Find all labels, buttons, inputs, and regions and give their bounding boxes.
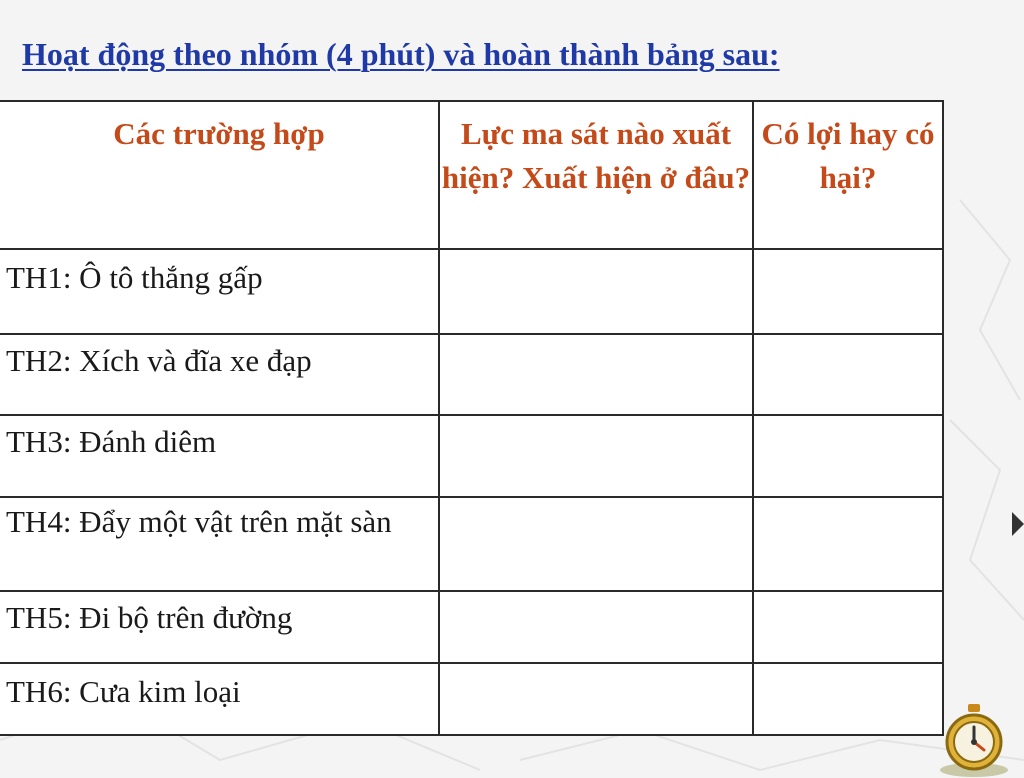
table-row xyxy=(0,249,943,334)
case-cell: TH3: Đánh diêm xyxy=(0,415,439,497)
effect-answer-cell[interactable] xyxy=(753,497,943,591)
table-row xyxy=(0,591,943,663)
case-cell: TH1: Ô tô thắng gấp xyxy=(0,249,439,334)
effect-answer-cell[interactable] xyxy=(753,415,943,497)
friction-answer-cell[interactable] xyxy=(439,415,753,497)
table-row xyxy=(0,497,943,591)
table-row xyxy=(0,334,943,415)
table-row xyxy=(0,663,943,735)
page-title: Hoạt động theo nhóm (4 phút) và hoàn thành bảng sau: xyxy=(22,36,780,72)
friction-answer-cell[interactable] xyxy=(439,591,753,663)
header-cases: Các trường hợp xyxy=(0,101,439,249)
effect-answer-cell[interactable] xyxy=(753,663,943,735)
effect-answer-cell[interactable] xyxy=(753,334,943,415)
header-friction-force: Lực ma sát nào xuất hiện? Xuất hiện ở đâu? xyxy=(439,101,753,249)
effect-answer-cell[interactable] xyxy=(753,591,943,663)
effect-answer-cell[interactable] xyxy=(753,249,943,334)
case-cell: TH6: Cưa kim loại xyxy=(0,663,439,735)
table-header-row xyxy=(0,101,943,249)
table-row xyxy=(0,415,943,497)
stopwatch-icon xyxy=(934,700,1014,778)
case-cell: TH4: Đẩy một vật trên mặt sàn xyxy=(0,497,439,591)
case-cell: TH2: Xích và đĩa xe đạp xyxy=(0,334,439,415)
friction-answer-cell[interactable] xyxy=(439,334,753,415)
play-arrow-icon[interactable] xyxy=(1012,512,1024,536)
friction-answer-cell[interactable] xyxy=(439,249,753,334)
friction-answer-cell[interactable] xyxy=(439,663,753,735)
worksheet-table xyxy=(0,100,944,736)
friction-answer-cell[interactable] xyxy=(439,497,753,591)
header-benefit-harm: Có lợi hay có hại? xyxy=(753,101,943,249)
case-cell: TH5: Đi bộ trên đường xyxy=(0,591,439,663)
